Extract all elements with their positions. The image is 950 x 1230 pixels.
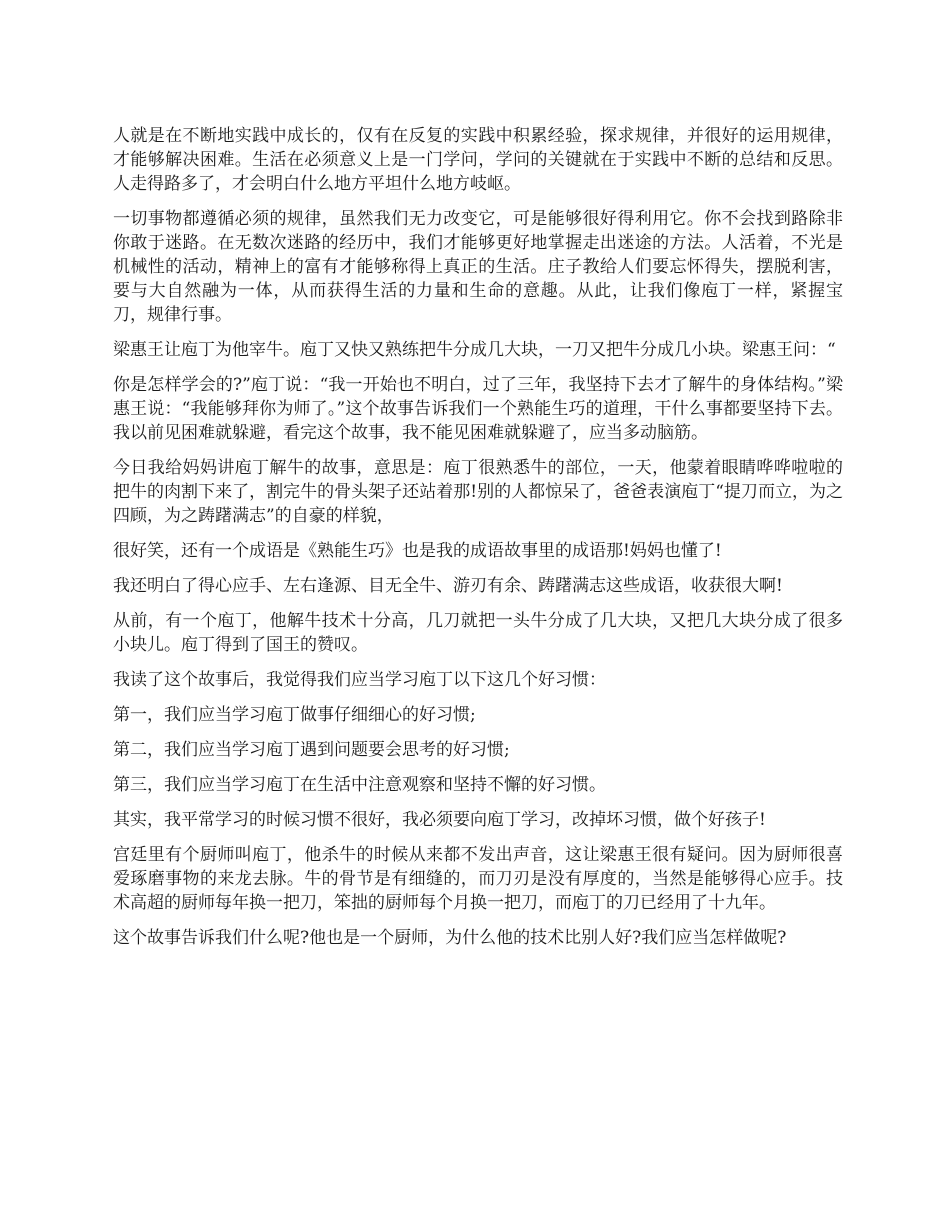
paragraph: 我读了这个故事后，我觉得我们应当学习庖丁以下这几个好习惯： [113,670,606,690]
document-body [113,124,843,961]
paragraph: 第三，我们应当学习庖丁在生活中注意观察和坚持不懈的好习惯。 [113,775,606,795]
paragraph: 其实，我平常学习的时候习惯不很好，我必须要向庖丁学习，改掉坏习惯，做个好孩子! [113,810,766,830]
paragraph: 梁惠王让庖丁为他宰牛。庖丁又快又熟练把牛分成几大块，一刀又把牛分成几小块。梁惠王问：“ [113,340,836,360]
paragraph: 你是怎样学会的?”庖丁说：“我一开始也不明白，过了三年，我坚持下去才了解牛的身体结构。”梁惠王说：“我能够拜你为师了。”这个故事告诉我们一个熟能生巧的道理，干什么事都要坚持下去。我以前见困难就躲避，看完这个故事，我不能见困难就躲避了，应当多动脑筋。 [113,375,843,443]
paragraph: 宫廷里有个厨师叫庖丁，他杀牛的时候从来都不发出声音，这让梁惠王很有疑问。因为厨师很喜爱琢磨事物的来龙去脉。牛的骨节是有细缝的，而刀刃是没有厚度的，当然是能够得心应手。技术高超的厨师每年换一把刀，笨拙的厨师每个月换一把刀，而庖丁的刀已经用了十九年。 [113,845,843,913]
paragraph: 我还明白了得心应手、左右逢源、目无全牛、游刃有余、踌躇满志这些成语，收获很大啊! [113,576,783,596]
paragraph: 这个故事告诉我们什么呢?他也是一个厨师，为什么他的技术比别人好?我们应当怎样做呢? [113,928,787,948]
paragraph: 从前，有一个庖丁，他解牛技术十分高，几刀就把一头牛分成了几大块，又把几大块分成了很多小块儿。庖丁得到了国王的赞叹。 [113,611,843,655]
paragraph: 第二，我们应当学习庖丁遇到问题要会思考的好习惯; [113,740,510,760]
paragraph: 第一，我们应当学习庖丁做事仔细细心的好习惯; [113,705,476,725]
paragraph: 一切事物都遵循必须的规律，虽然我们无力改变它，可是能够很好得利用它。你不会找到路除非你敢于迷路。在无数次迷路的经历中，我们才能够更好地掌握走出迷途的方法。人活着，不光是机械性的活动，精神上的富有才能够称得上真正的生活。庄子教给人们要忘怀得失，摆脱利害，要与大自然融为一体，从而获得生活的力量和生命的意趣。从此，让我们像庖丁一样，紧握宝刀，规律行事。 [113,209,843,325]
paragraph: 人就是在不断地实践中成长的，仅有在反复的实践中积累经验，探求规律，并很好的运用规律，才能够解决困难。生活在必须意义上是一门学问，学问的关键就在于实践中不断的总结和反思。人走得路多了，才会明白什么地方平坦什么地方岐岖。 [113,126,843,194]
paragraph: 今日我给妈妈讲庖丁解牛的故事，意思是：庖丁很熟悉牛的部位，一天，他蒙着眼睛哗哗啦啦的把牛的肉割下来了，割完牛的骨头架子还站着那!别的人都惊呆了，爸爸表演庖丁“提刀而立，为之四顾，为之踌躇满志”的自豪的样貌， [113,458,843,526]
paragraph: 很好笑，还有一个成语是《熟能生巧》也是我的成语故事里的成语那!妈妈也懂了! [113,541,722,561]
